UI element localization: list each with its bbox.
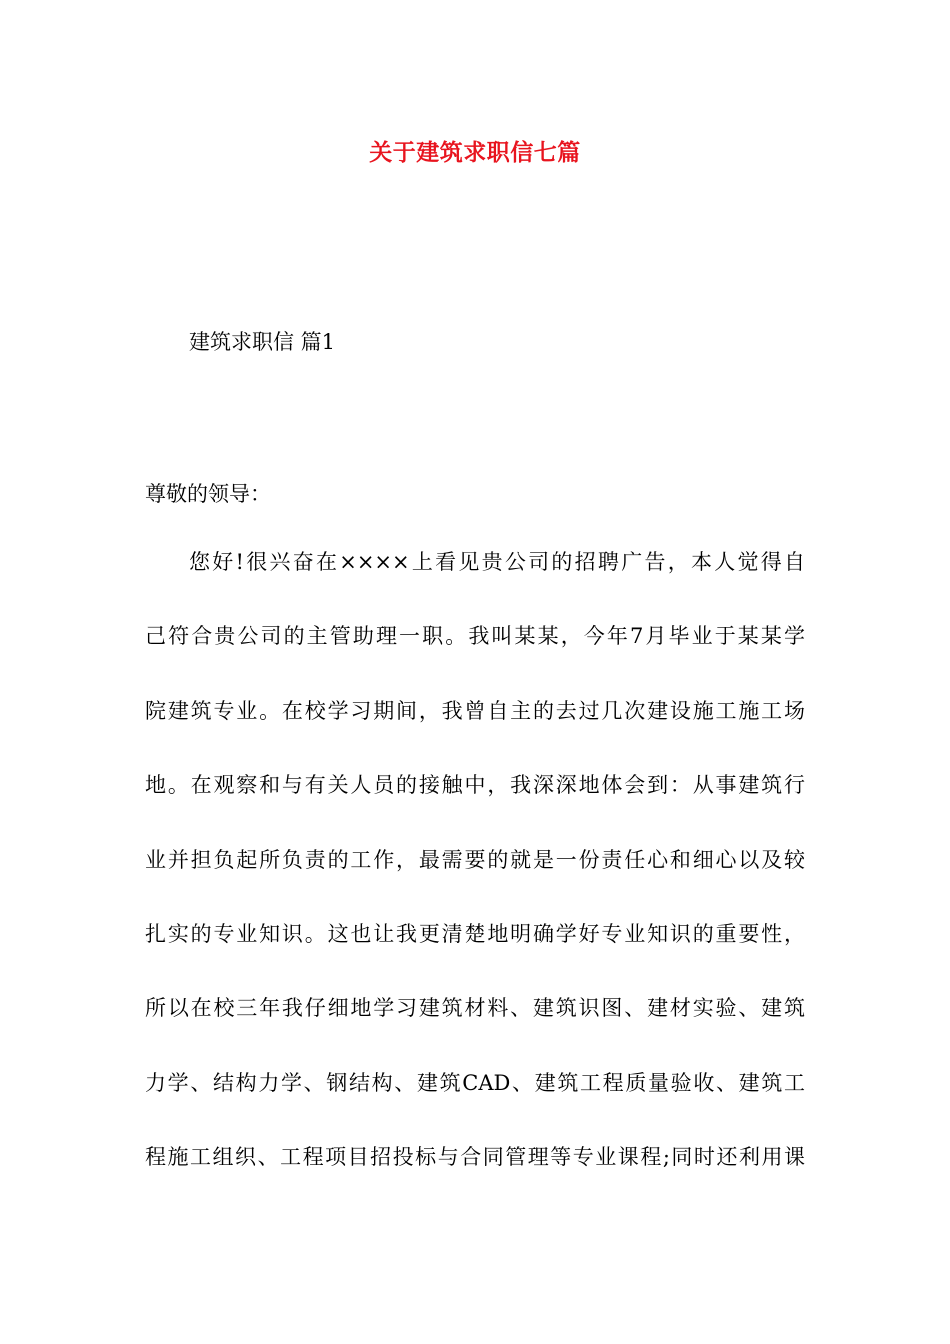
body-line: 力学、结构力学、钢结构、建筑CAD、建筑工程质量验收、建筑工: [145, 1070, 805, 1095]
section-heading: 建筑求职信 篇1: [189, 330, 336, 354]
body-line: 扎实的专业知识。这也让我更清楚地明确学好专业知识的重要性，: [145, 921, 805, 946]
body-line: 您好!很兴奋在××××上看见贵公司的招聘广告，本人觉得自: [189, 550, 805, 574]
body-line: 业并担负起所负责的工作，最需要的就是一份责任心和细心以及较: [145, 847, 805, 872]
body-line: 地。在观察和与有关人员的接触中，我深深地体会到：从事建筑行: [145, 773, 805, 798]
body-line: 所以在校三年我仔细地学习建筑材料、建筑识图、建材实验、建筑: [145, 996, 805, 1021]
document-title: 关于建筑求职信七篇: [369, 139, 581, 166]
salutation: 尊敬的领导：: [145, 482, 271, 506]
body-line: 院建筑专业。在校学习期间，我曾自主的去过几次建设施工施工场: [145, 698, 805, 723]
body-paragraph: [145, 542, 805, 1212]
body-line: 己符合贵公司的主管助理一职。我叫某某，今年7月毕业于某某学: [145, 624, 805, 649]
body-line: 程施工组织、工程项目招投标与合同管理等专业课程;同时还利用课: [145, 1145, 805, 1170]
